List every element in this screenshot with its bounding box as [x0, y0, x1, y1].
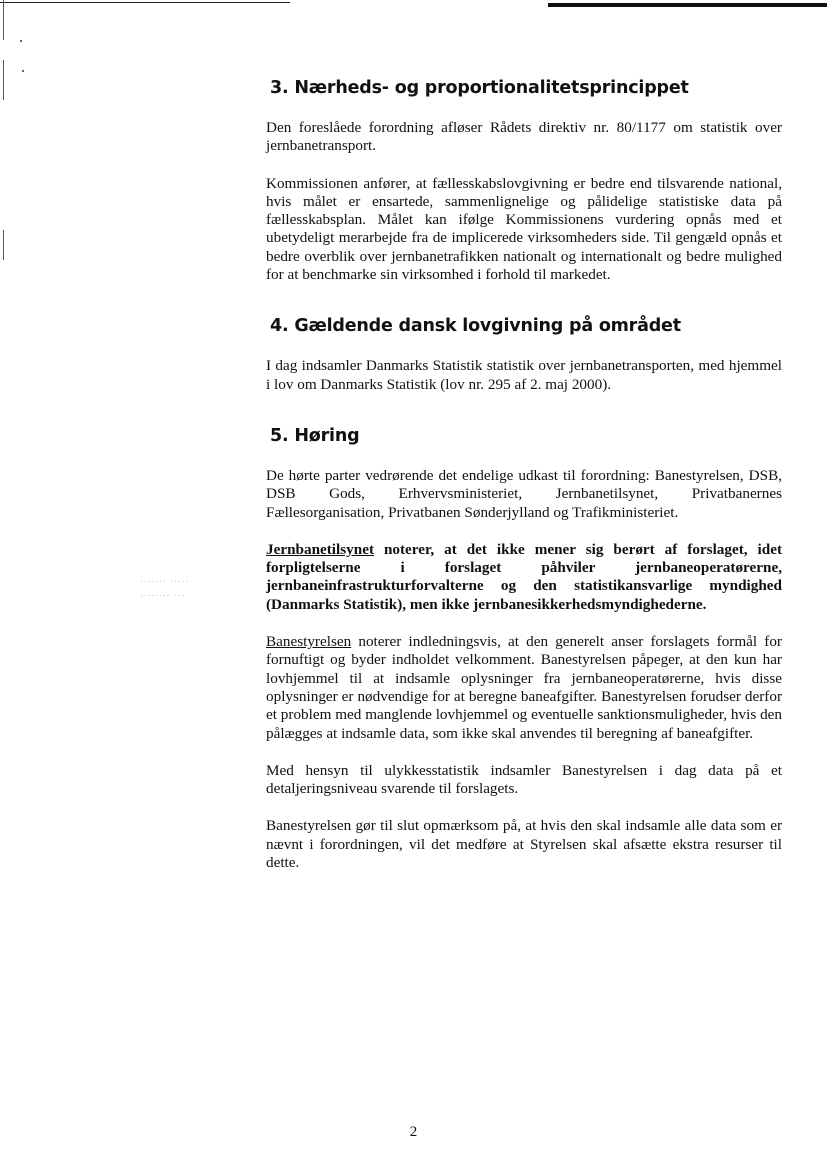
top-rule-left [0, 2, 290, 3]
document-body [266, 76, 782, 891]
section-4-paragraph-1: I dag indsamler Danmarks Statistik statistik over jernbanetransporten, med hjemmel i lov om Danmarks Statistik (lov nr. 295 af 2. maj 2000). [266, 357, 782, 393]
section-5-heading: 5. Høring [270, 425, 360, 446]
page-number: 2 [409, 1124, 418, 1140]
section-4-heading: 4. Gældende dansk lovgivning på området [270, 316, 681, 337]
section-5-paragraph-1: De hørte parter vedrørende det endelige udkast til forordning: Banestyrelsen, DSB, DSB Gods, Erhvervsministeriet, Jernbanetilsynet, Privatbanernes Fællesorganisation, Privatbanen Sønderjylland og Trafikministeriet. [266, 466, 782, 521]
banestyrelsen-name: Banestyrelsen [266, 633, 352, 651]
section-3-heading: 3. Nærheds- og proportionalitetsprincippet [270, 78, 689, 98]
scan-edge-mark [3, 230, 4, 260]
jernbanetilsynet-name: Jernbanetilsynet [266, 540, 374, 558]
jernbanetilsynet-text: noterer, at det ikke mener sig berørt af forslaget, idet forpligtelserne i forslaget påhviler jernbaneoperatørerne, jernbaneinfrastrukturforvalterne og den statistikansvarlige myndighed (Danmarks Statistik), men ikke jernbanesikkerhedsmyndighederne. [266, 540, 782, 613]
scan-edge-mark [3, 60, 4, 100]
scan-edge-mark [3, 0, 4, 40]
resurser-paragraph: Banestyrelsen gør til slut opmærksom på, at hvis den skal indsamle alle data som er nævnt i forordningen, vil det medføre at Styrelsen skal afsætte ekstra resurser til dette. [266, 817, 782, 872]
top-rule-right [548, 3, 827, 7]
ulykkesstatistik-paragraph: Med hensyn til ulykkesstatistik indsamler Banestyrelsen i dag data på et detaljeringsniveau svarende til forslagets. [266, 761, 782, 798]
margin-faint-note: ······· ····· ········ ··· [140, 577, 190, 602]
scan-speck [22, 70, 24, 72]
scan-speck [20, 40, 22, 42]
banestyrelsen-text: noterer indledningsvis, at den generelt anser forslagets formål for fornuftigt og byder indholdet velkomment. Banestyrelsen påpeger, at den kun har lovhjemmel til at indsamle oplysninger fra jernbaneoperatørerne, hvis disse oplysninger er nødvendige for at beregne baneafgifter. Banestyrelsen forudser derfor et problem med manglende lovhjemmel og eventuelle sanktionsmuligheder, hvis den pålægges at indsamle data, som ikke skal anvendes til beregning af baneafgifter. [266, 633, 782, 742]
jernbanetilsynet-paragraph [266, 541, 782, 614]
section-3-paragraph-2: Kommissionen anfører, at fællesskabslovgivning er bedre end tilsvarende national, hvis målet er ensartede, sammenlignelige og pålidelige statistiske data på fællesskabsplan. Målet kan ifølge Kommissionens vurdering opnås med et ubetydeligt merarbejde fra de implicerede virksomheders side. Til gengæld opnås et bedre overblik over jernbanetrafikken nationalt og internationalt og bedre mulighed for at benchmarke sin virksomhed i forhold til markedet. [266, 174, 782, 284]
section-3-paragraph-1: Den foreslåede forordning afløser Rådets direktiv nr. 80/1177 om statistik over jernbanetransport. [266, 119, 782, 155]
banestyrelsen-paragraph [266, 633, 782, 743]
